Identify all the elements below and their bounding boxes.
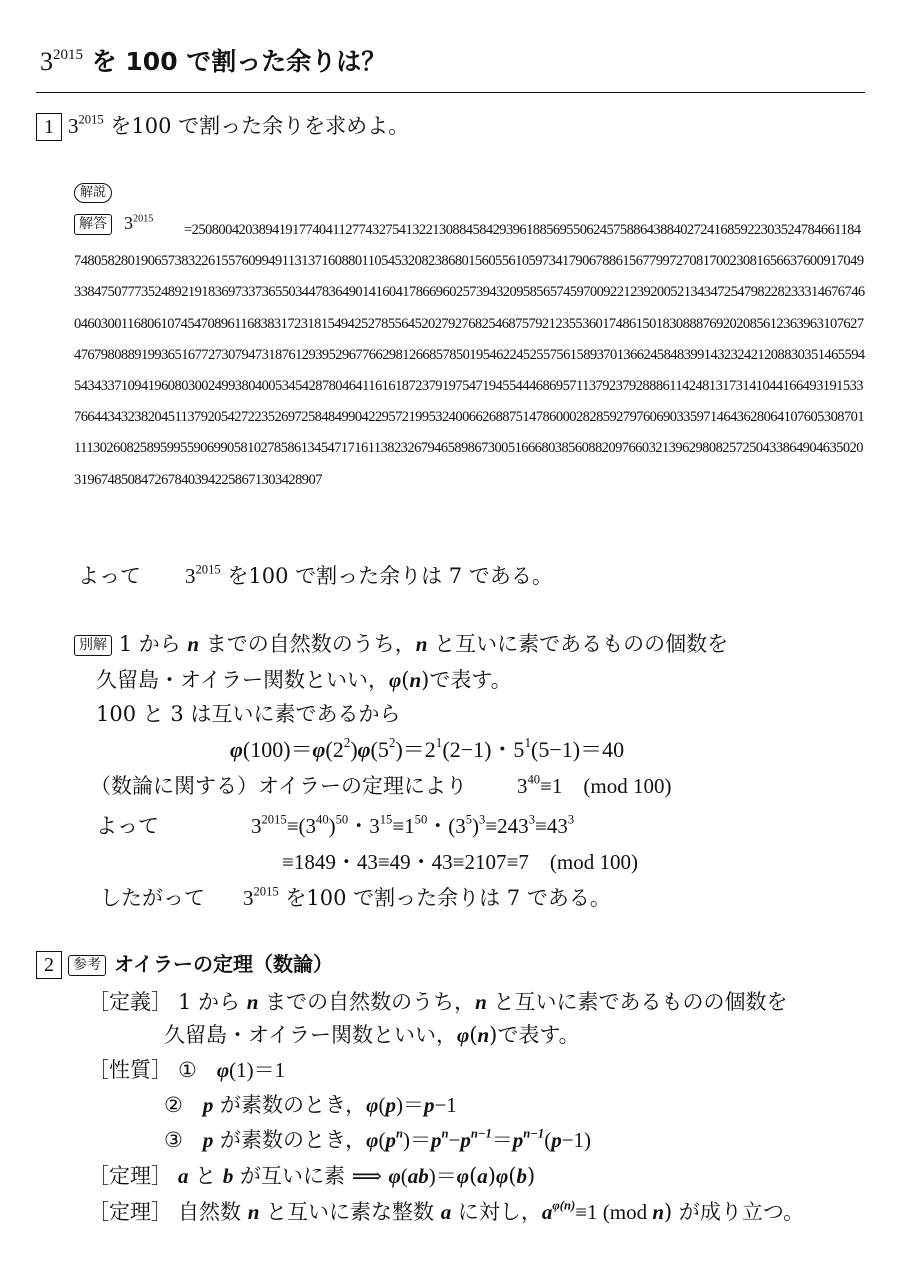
problem-number: 1 (36, 113, 62, 141)
definition-line-1: ［定義］ 1 から n までの自然数のうち，n と互いに素であるものの個数を (88, 990, 788, 1014)
modular-chain-line: ≡1849・43≡49・43≡2107≡7 (mod 100) (282, 850, 638, 874)
conclusion-1: よって $3^{2015}$ を100 で割った余りは 7 である。 (78, 562, 553, 588)
alt-line-2: 久留島・オイラー関数といい，φ(n)で表す。 (96, 668, 512, 692)
phi-100-equation: $\varphi(100)=\varphi(2^2)\varphi(5^2)=2^1(2-1)$・$5^1(5-1)=40$ (230, 735, 625, 762)
page-title: $3^{2015}$ を 100 で割った余りは？ (40, 46, 387, 76)
property-2: ② p が素数のとき，φ(p)＝p−1 (164, 1093, 457, 1117)
definition-line-2: 久留島・オイラー関数といい，φ(n)で表す。 (164, 1023, 580, 1047)
problem-number: 2 (36, 951, 62, 979)
explanation-badge: 解説 (74, 181, 112, 203)
conclusion-2: したがって $3^{2015}$ を100 で割った余りは 7 である。 (100, 884, 611, 910)
section-2-heading: 2 参考 オイラーの定理（数論） (36, 948, 333, 979)
alt-line-3: 100 と 3 は互いに素であるから (96, 702, 401, 726)
power-reduction-line: よって $3^{2015}\equiv(3^{40})^{50}$・$3^{15}\equiv 1^{50}$・$(3^5)^3\equiv 243^3\equiv 43^3$ (96, 812, 575, 838)
answer-heading: 解答 $3^{2015}$ (74, 213, 153, 235)
reference-tag: 参考 (68, 955, 106, 976)
title-divider (36, 92, 865, 93)
theorem-multiplicative: ［定理］ a と b が互いに素 ⟹ φ(ab)＝φ(a)φ(b) (88, 1164, 536, 1188)
property-1: ［性質］ ① φ(1)＝1 (88, 1058, 286, 1082)
alt-tag: 別解 (74, 635, 112, 656)
alt-line-1: 別解 1 から n までの自然数のうち，n と互いに素であるものの個数を (74, 628, 728, 658)
theorem-euler: ［定理］ 自然数 n と互いに素な整数 a に対し，$a^{\varphi(n)}\equiv 1$ (mod n) が成り立つ。 (88, 1198, 805, 1224)
euler-theorem-line: （数論に関する）オイラーの定理により $3^{40}\equiv 1$ (mod 100) (90, 772, 672, 798)
problem-1: 1 $3^{2015}$ を100 で割った余りを求めよ。 (36, 110, 409, 141)
power-digits: =250800420389419177404112774327541322130884584293961885695506245758864388402724168592230352478466118474805828019065738322615576099491131371608801105453208238680156055610597341790678861567799727081700230816566376009170493384750777352489219183697337365503447836490141604178669602573943209585657459700922123920052134347254798228233314676746046030011680610745470896116838317231815494252785564520279276825468757921235536017486150183088876920208561236396310762747679808891993651677273079473187612939529677662981266857850195462245255756158937013662458483991432324212088303514655945434337109419608030024993804005345428780464116161872379197547194554446869571137923792888611424813173141044166493191533766443432382045113792054272235269725848499042295721995324006626887514786000282859279760690335971464362806410760530870111130260825895995590699058102785861345471716113823267946589867300516668038560882097660321396298082572504338649046350203196748508472678403942258671303428907 (74, 222, 865, 488)
property-3: ③ p が素数のとき，$\varphi(p^n)=p^n-p^{n-1}=p^{n-1}(p-1)$ (164, 1126, 592, 1152)
answer-tag: 解答 (74, 214, 112, 235)
